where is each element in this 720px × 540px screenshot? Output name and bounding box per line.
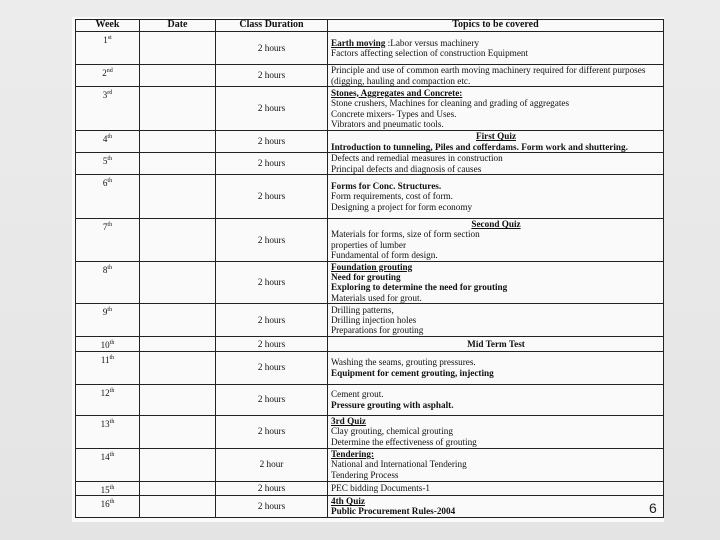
topic-line: Stone crushers, Machines for cleaning and grading of aggregates bbox=[331, 98, 570, 109]
week-number: 13 bbox=[100, 418, 110, 429]
date-cell bbox=[140, 219, 216, 262]
topic-line: Preparations for grouting bbox=[331, 325, 424, 336]
week-number: 12 bbox=[100, 387, 110, 398]
date-cell bbox=[140, 337, 216, 351]
table-row bbox=[76, 175, 664, 219]
class-duration-cell: 2 hours bbox=[216, 384, 328, 415]
date-cell bbox=[140, 384, 216, 415]
topic-line: Tendering Process bbox=[331, 469, 399, 480]
topic-line: Materials for forms, size of form section bbox=[331, 229, 480, 240]
topics-cell bbox=[328, 175, 664, 219]
date-cell bbox=[140, 304, 216, 337]
topic-line: Factors affecting selection of construction Equipment bbox=[331, 48, 529, 58]
week-ordinal-suffix: th bbox=[107, 134, 113, 140]
topic-line: Earth moving bbox=[331, 37, 386, 48]
topic-line: 3rd Quiz bbox=[331, 416, 366, 427]
date-cell bbox=[140, 496, 216, 518]
topic-line: Designing a project for form economy bbox=[331, 201, 473, 212]
date-cell bbox=[140, 351, 216, 384]
table-row bbox=[76, 87, 664, 131]
table-row bbox=[76, 481, 664, 495]
week-number: 5 bbox=[102, 156, 108, 166]
week-ordinal-suffix: st bbox=[107, 35, 112, 41]
header-date: Date bbox=[140, 20, 216, 32]
week-ordinal-suffix: th bbox=[107, 264, 113, 271]
week-ordinal-suffix: th bbox=[107, 178, 113, 184]
topic-line: :Labor versus machinery bbox=[385, 37, 480, 48]
date-cell bbox=[140, 261, 216, 304]
topic-line: Exploring to determine the need for grouting bbox=[331, 282, 508, 293]
table-row bbox=[76, 384, 664, 415]
week-number: 16 bbox=[100, 499, 110, 510]
topic-line: Principle and use of common earth moving machinery required for different purposes (digging, hauling and compaction etc. bbox=[331, 65, 646, 86]
topics-cell bbox=[328, 448, 664, 481]
table-row bbox=[76, 261, 664, 304]
topics-cell bbox=[328, 131, 664, 153]
table-row bbox=[76, 304, 664, 337]
class-duration-cell: 2 hour bbox=[216, 448, 328, 481]
week-number: 2 bbox=[102, 68, 107, 78]
date-cell bbox=[140, 131, 216, 153]
topic-line: Drilling injection holes bbox=[331, 315, 417, 326]
week-ordinal-suffix: th bbox=[107, 156, 113, 162]
table-header-row bbox=[76, 20, 664, 32]
week-number: 9 bbox=[102, 307, 108, 318]
week-cell bbox=[76, 87, 140, 131]
class-duration-cell: 2 hours bbox=[216, 65, 328, 87]
topics-cell bbox=[328, 351, 664, 384]
topic-line: Defects and remedial measures in construction bbox=[331, 153, 503, 164]
header-class-duration: Class Duration bbox=[216, 20, 328, 32]
table-row bbox=[76, 131, 664, 153]
week-ordinal-suffix: th bbox=[109, 340, 115, 347]
topic-line: Concrete mixers- Types and Uses. bbox=[331, 108, 457, 119]
class-duration-cell: 2 hours bbox=[216, 415, 328, 448]
topics-cell bbox=[328, 32, 664, 65]
class-duration-cell: 2 hours bbox=[216, 351, 328, 384]
topics-cell bbox=[328, 87, 664, 131]
week-cell bbox=[76, 481, 140, 495]
topics-cell bbox=[328, 481, 664, 495]
topics-cell bbox=[328, 153, 664, 175]
topic-line: Forms for Conc. Structures. bbox=[331, 180, 442, 191]
table-row bbox=[76, 337, 664, 351]
week-number: 1 bbox=[103, 35, 108, 45]
week-cell bbox=[76, 448, 140, 481]
week-cell bbox=[76, 304, 140, 337]
date-cell bbox=[140, 415, 216, 448]
topic-line: Foundation grouting bbox=[331, 261, 413, 272]
class-duration-cell: 2 hours bbox=[216, 219, 328, 262]
class-duration-cell: 2 hours bbox=[216, 32, 328, 65]
week-cell bbox=[76, 261, 140, 304]
topic-line: Equipment for cement grouting, injecting bbox=[331, 367, 494, 378]
page-number: 6 bbox=[649, 500, 657, 516]
class-duration-cell: 2 hours bbox=[216, 337, 328, 351]
topic-line: properties of lumber bbox=[331, 239, 407, 250]
week-number: 7 bbox=[102, 222, 108, 232]
week-cell bbox=[76, 131, 140, 153]
topics-cell bbox=[328, 65, 664, 87]
table-row bbox=[76, 65, 664, 87]
week-cell bbox=[76, 32, 140, 65]
date-cell bbox=[140, 175, 216, 219]
week-ordinal-suffix: th bbox=[109, 451, 115, 458]
week-cell bbox=[76, 65, 140, 87]
class-duration-cell: 2 hours bbox=[216, 131, 328, 153]
date-cell bbox=[140, 87, 216, 131]
table-row bbox=[76, 153, 664, 175]
topics-cell bbox=[328, 304, 664, 337]
week-cell bbox=[76, 415, 140, 448]
topics-cell bbox=[328, 337, 664, 351]
week-cell bbox=[76, 175, 140, 219]
topic-line: Mid Term Test bbox=[467, 338, 525, 349]
topic-line: Washing the seams, grouting pressures. bbox=[331, 357, 476, 368]
week-ordinal-suffix: th bbox=[109, 484, 115, 491]
week-number: 6 bbox=[102, 178, 108, 188]
week-number: 4 bbox=[102, 134, 108, 144]
class-duration-cell: 2 hours bbox=[216, 87, 328, 131]
week-ordinal-suffix: th bbox=[107, 222, 113, 228]
week-ordinal-suffix: th bbox=[109, 499, 115, 506]
week-ordinal-suffix: rd bbox=[107, 90, 113, 96]
week-ordinal-suffix: th bbox=[107, 307, 113, 314]
week-cell bbox=[76, 337, 140, 351]
class-duration-cell: 2 hours bbox=[216, 175, 328, 219]
date-cell bbox=[140, 153, 216, 175]
topic-line: Public Procurement Rules-2004 bbox=[331, 506, 456, 517]
topic-line: Tendering: bbox=[331, 449, 375, 460]
class-duration-cell: 2 hours bbox=[216, 261, 328, 304]
topic-line: Need for grouting bbox=[331, 272, 401, 283]
topics-cell bbox=[328, 219, 664, 262]
topics-cell bbox=[328, 384, 664, 415]
table-row bbox=[76, 415, 664, 448]
week-number: 3 bbox=[102, 90, 108, 100]
topic-line: Materials used for grout. bbox=[331, 292, 422, 303]
topics-cell bbox=[328, 261, 664, 304]
topic-line: National and International Tendering bbox=[331, 459, 467, 470]
week-ordinal-suffix: th bbox=[109, 418, 115, 425]
table-row bbox=[76, 32, 664, 65]
date-cell bbox=[140, 481, 216, 495]
table-row bbox=[76, 351, 664, 384]
class-duration-cell: 2 hours bbox=[216, 496, 328, 518]
week-cell bbox=[76, 351, 140, 384]
topic-line: 4th Quiz bbox=[331, 496, 365, 507]
week-ordinal-suffix: nd bbox=[106, 68, 113, 74]
date-cell bbox=[140, 32, 216, 65]
week-cell bbox=[76, 219, 140, 262]
table-row bbox=[76, 496, 664, 518]
week-number: 8 bbox=[102, 264, 108, 275]
week-number: 11 bbox=[100, 354, 110, 365]
class-duration-cell: 2 hours bbox=[216, 153, 328, 175]
topic-line: PEC bidding Documents-1 bbox=[331, 483, 431, 494]
topic-line: Form requirements, cost of form. bbox=[331, 191, 453, 202]
topic-line: Principal defects and diagnosis of causes bbox=[331, 163, 482, 174]
topic-line: Determine the effectiveness of grouting bbox=[331, 436, 477, 447]
date-cell bbox=[140, 65, 216, 87]
week-number: 10 bbox=[100, 340, 110, 351]
topic-line: First Quiz bbox=[475, 131, 517, 142]
date-cell bbox=[140, 448, 216, 481]
topics-cell bbox=[328, 496, 664, 518]
topic-line: Introduction to tunneling, Piles and cofferdams. Form work and shuttering. bbox=[331, 141, 628, 152]
class-duration-cell: 2 hours bbox=[216, 304, 328, 337]
table-row bbox=[76, 448, 664, 481]
topics-cell bbox=[328, 415, 664, 448]
class-duration-cell: 2 hours bbox=[216, 481, 328, 495]
week-cell bbox=[76, 496, 140, 518]
topic-line: Stones, Aggregates and Concrete: bbox=[331, 87, 463, 98]
topic-line: Clay grouting, chemical grouting bbox=[331, 426, 453, 437]
table-row bbox=[76, 219, 664, 262]
course-schedule-table bbox=[75, 19, 664, 518]
week-number: 15 bbox=[100, 484, 110, 495]
topic-line: Drilling patterns, bbox=[331, 304, 394, 315]
week-ordinal-suffix: th bbox=[109, 387, 115, 394]
week-ordinal-suffix: th bbox=[109, 354, 115, 361]
topic-line: Cement grout. bbox=[331, 389, 384, 400]
week-cell bbox=[76, 384, 140, 415]
header-topics: Topics to be covered bbox=[328, 20, 664, 32]
week-cell bbox=[76, 153, 140, 175]
header-week: Week bbox=[76, 20, 140, 32]
topic-line: Vibrators and pneumatic tools. bbox=[331, 118, 444, 129]
topic-line: Fundamental of form design. bbox=[331, 250, 438, 261]
topic-line: Second Quiz bbox=[471, 219, 521, 229]
topic-line: Pressure grouting with asphalt. bbox=[331, 399, 454, 410]
week-number: 14 bbox=[100, 451, 110, 462]
